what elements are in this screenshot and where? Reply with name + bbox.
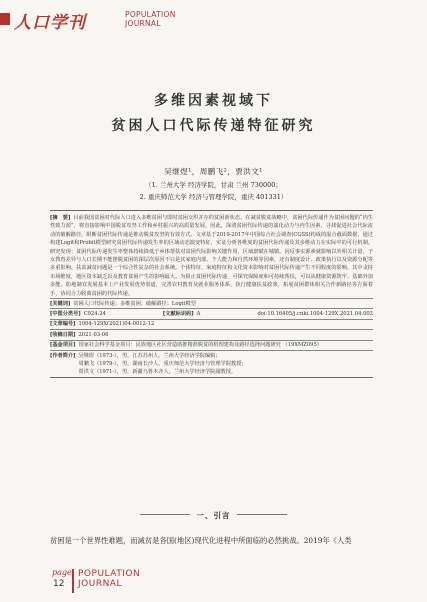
article-number-value: 1004-129X(2021)04-0012-12 <box>78 321 155 328</box>
abstract-label: [摘 要] <box>50 215 71 221</box>
keywords-value: 贫困人口代际传递；多维贫困；破解路径；Logit模型 <box>73 300 196 307</box>
keywords-row <box>50 298 373 308</box>
author-info-label: [作者简介] <box>50 352 76 359</box>
abstract-line: 量发展。因此，深清贫困代际传递的演化动力与内生因素，寻找促进社会代际流动的破解路径，阻断贫 <box>50 223 373 238</box>
article-metadata-block <box>50 210 373 378</box>
abstract <box>50 210 373 298</box>
page-word: page <box>52 568 72 577</box>
affiliation-2: 2. 重庆师范大学 经济与管理学院，重庆 401331） <box>139 193 288 201</box>
author-info-value <box>79 352 247 377</box>
fund-line: 国家社会科学基金项目：民族地区社区营造助推精准脱贫的机理建构及路径选择问题研究 <box>78 342 281 349</box>
journal-masthead <box>0 8 200 32</box>
abstract-line: 的贫困代际传递及其多维动力在实际中的可行机制。研究发现：贫困代际传递发生率整体持续降低于乡 <box>50 240 373 255</box>
footer-divider <box>72 569 74 593</box>
page-number: 12 <box>53 579 65 589</box>
doi-value: 10.16405/j.cnki.1004-129X.2021.04.002 <box>267 310 373 317</box>
article-title-line1: 多维因素视域下 <box>154 93 273 109</box>
abstract-line: 截面数据，通过构建Logit和Probit模型研究贫困代际传递发生率的区域动态演变特征，实证分析各维度 <box>50 231 373 247</box>
author-info-line: 吴继煜（1973-），男，江苏苏州人，兰州大学经济学院编辑； <box>78 352 221 359</box>
received-date-value: 2021-03-06 <box>78 331 109 338</box>
article-number-label: [文章编号] <box>50 321 76 328</box>
received-date-label: [收稿日期] <box>50 331 76 338</box>
abstract-line: 困代际传递是推动脱贫攻坚的有效方式。文章基于2010-2017年中国综合社会调查(CGSS)构成的混合 <box>102 231 337 238</box>
journal-name-line1: POPULATION <box>125 10 176 19</box>
body-paragraph: 贫困是一个世界性难题，而减贫是各国(地区)现代化进程中所面临的必然挑战。2019年《人类 <box>50 536 352 545</box>
journal-name-line2: JOURNAL <box>125 19 161 28</box>
author-info-line: 贾洪文（1971-），男，新疆乌鲁木齐人，兰州大学经济学院副教授。 <box>78 369 237 376</box>
doc-code-label: [文献标识码] <box>162 310 194 317</box>
abstract-line: 目前我国贫困对代际人口进入多维贫困与即时贫困交织并存的贫困新状态。在减贫脱贫战 <box>73 215 277 221</box>
abstract-line: 影响最大。为阻止贫困代际传递，可探究保障度和可持续帮扶，可以从健康资源筑牢、基础外加多能、防地制 <box>50 273 373 289</box>
section-heading: 一、引言 <box>196 511 231 520</box>
keywords-label: [关键词] <box>50 300 71 307</box>
footer-journal-line1: POPULATION <box>78 569 141 579</box>
footer-journal-line2: JOURNAL <box>78 579 122 589</box>
masthead-accent-bar <box>0 13 10 25</box>
page-footer <box>50 567 170 593</box>
clc-label: [中图分类号] <box>50 310 81 317</box>
abstract-line: 宜发展基本上产业发展优势渠道，完善农村教育及就业服务体系，执行健康扶贫政策，拓展贫困群体相关 <box>81 282 326 289</box>
author-names: 吴继煜¹，周鹏飞²，贾洪文¹ <box>164 167 263 176</box>
doi-label: doi: <box>257 310 268 317</box>
footer-journal-name <box>78 569 140 589</box>
section-divider-right <box>237 514 287 515</box>
article-number-row <box>50 319 373 329</box>
received-date-row <box>50 329 373 339</box>
abstract-line: 略中，贫困代际传递作为贫困问题的“内生性致力源”，将直接影响中国脱贫攻坚工作和乡村振兴的高质 <box>50 215 373 230</box>
author-info-row <box>50 350 373 377</box>
clc-value: C924.24 <box>83 310 106 317</box>
fund-row <box>50 340 373 350</box>
affiliation-1: （1. 兰州大学 经济学院，甘肃 兰州 730000； <box>145 181 282 189</box>
fund-line: （19XMZ095） <box>282 342 322 349</box>
abstract-line: 人口长期不能摆脱贫困的深层次原因不只是其家庭内部、个人能力和自然环境等因素，还有制度设计、政 <box>81 257 321 264</box>
fund-value <box>79 341 322 349</box>
fund-label: [基金项目] <box>50 342 76 349</box>
metadata-bottom-rule <box>50 377 373 378</box>
journal-name-english <box>125 10 205 28</box>
author-info-line: 周鹏飞（1979-），男，湖南长沙人，重庆师范大学经济与管理学院教授； <box>78 361 247 367</box>
article-title-line2: 贫困人口代际传递特征研究 <box>111 118 316 134</box>
classification-row <box>50 308 373 318</box>
abstract-line: 化资本影响对贫困代际传递产生不同程度的影响，其中支持市场维度，地区资本缺乏以及教育贫困产生的 <box>50 265 373 280</box>
abstract-line: 合作新路径等方面着手，协同合力脱离贫困的代际传递。 <box>50 282 373 297</box>
abstract-line: 体帮扶对贫困代际影响关键作用，区域禀赋在城镇。因反事实源素就影响以外相关计量，子女教育差异与 <box>50 248 373 264</box>
journal-logo: 人口学刊 <box>14 13 86 33</box>
doc-code-value: A <box>196 310 201 317</box>
abstract-line: 策执行以及资源分配等多重影响。扶贫减贫问题是一个综合性复杂的社会系统。个体特征、家庭特征和文 <box>50 257 373 272</box>
